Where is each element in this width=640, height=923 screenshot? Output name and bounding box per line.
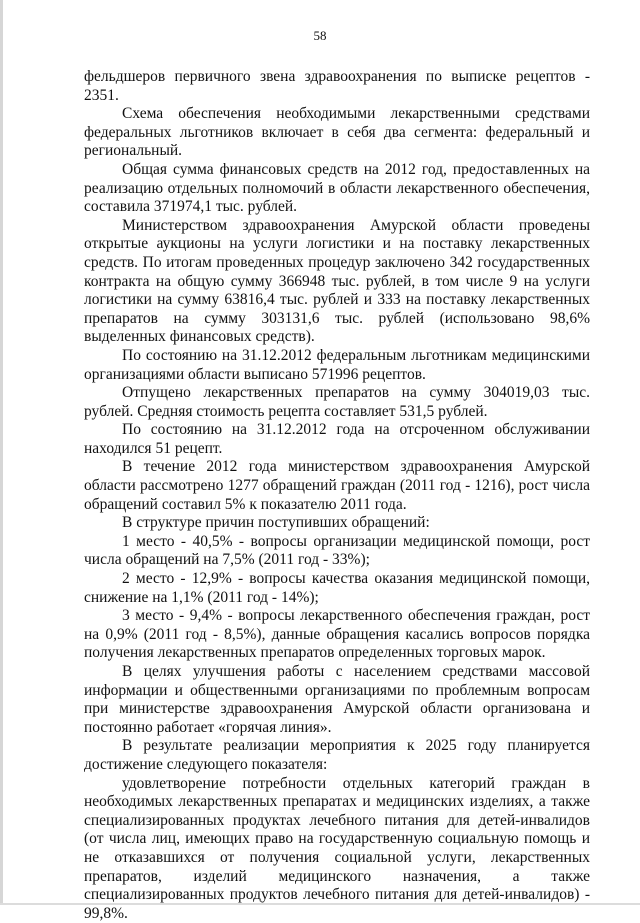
paragraph: В целях улучшения работы с населением средствами массовой информации и общественными организациями по проблемным вопросам при министерстве здравоохранения Амурской области организована и постоянно работает «горячая линия». [84,663,590,736]
paragraph: Схема обеспечения необходимыми лекарственными средствами федеральных льготников включает в себя два сегмента: федеральный и региональный. [84,105,590,160]
paragraph: Министерством здравоохранения Амурской области проведены открытые аукционы на услуги логистики и на поставку лекарственных средств. По итогам проведенных процедур заключено 342 государственных контракта на общую сумму 366948 тыс. рублей, в том числе 9 на услуги логистики на сумму 63816,4 тыс. рублей и 333 на поставку лекарственных препаратов на сумму 303131,6 тыс. рублей (использовано 98,6% выделенных финансовых средств). [84,216,590,346]
paragraph: В результате реализации мероприятия к 2025 году планируется достижение следующего показателя: [84,737,590,773]
paragraph: По состоянию на 31.12.2012 федеральным льготникам медицинскими организациями области выписано 571996 рецептов. [84,346,590,383]
paragraph: удовлетворение потребности отдельных категорий граждан в необходимых лекарственных препаратах и медицинских изделиях, а также специализированных продуктах лечебного питания для детей-инвалидов (от числа лиц, имеющих право на государственную социальную помощь и не отказавшихся от получения социальной услуги, лекарственных препаратов, изделий медицинского назначения, а также специализированных продуктов лечебного питания для детей-инвалидов) - 99,8%. [84,774,590,922]
paragraph: Общая сумма финансовых средств на 2012 год, предоставленных на реализацию отдельных полномочий в области лекарственного обеспечения, составила 371974,1 тыс. рублей. [84,160,590,216]
paragraph: Отпущено лекарственных препаратов на сумму 304019,03 тыс. рублей. Средняя стоимость рецепта составляет 531,5 рублей. [84,384,590,420]
paragraph: В структуре причин поступивших обращений: [122,514,430,532]
paragraph: В течение 2012 года министерством здравоохранения Амурской области рассмотрено 1277 обращений граждан (2011 год - 1216), рост числа обращений составил 5% к показателю 2011 года. [84,458,590,513]
paragraph: 3 место - 9,4% - вопросы лекарственного обеспечения граждан, рост на 0,9% (2011 год - 8,5%), данные обращения касались вопросов порядка получения лекарственных препаратов определенных торговых марок. [84,607,590,662]
scan-left-edge [0,0,3,905]
page-number: 58 [313,28,327,43]
body-text [84,68,590,923]
paragraph: 2 место - 12,9% - вопросы качества оказания медицинской помощи, снижение на 1,1% (2011 год - 14%); [84,570,590,606]
paragraph: По состоянию на 31.12.2012 года на отсроченном обслуживании находился 51 рецепт. [84,421,590,457]
paragraph: 1 место - 40,5% - вопросы организации медицинской помощи, рост числа обращений на 7,5% (2011 год - 33%); [84,532,590,569]
paragraph: фельдшеров первичного звена здравоохранения по выписке рецептов - 2351. [84,68,590,104]
